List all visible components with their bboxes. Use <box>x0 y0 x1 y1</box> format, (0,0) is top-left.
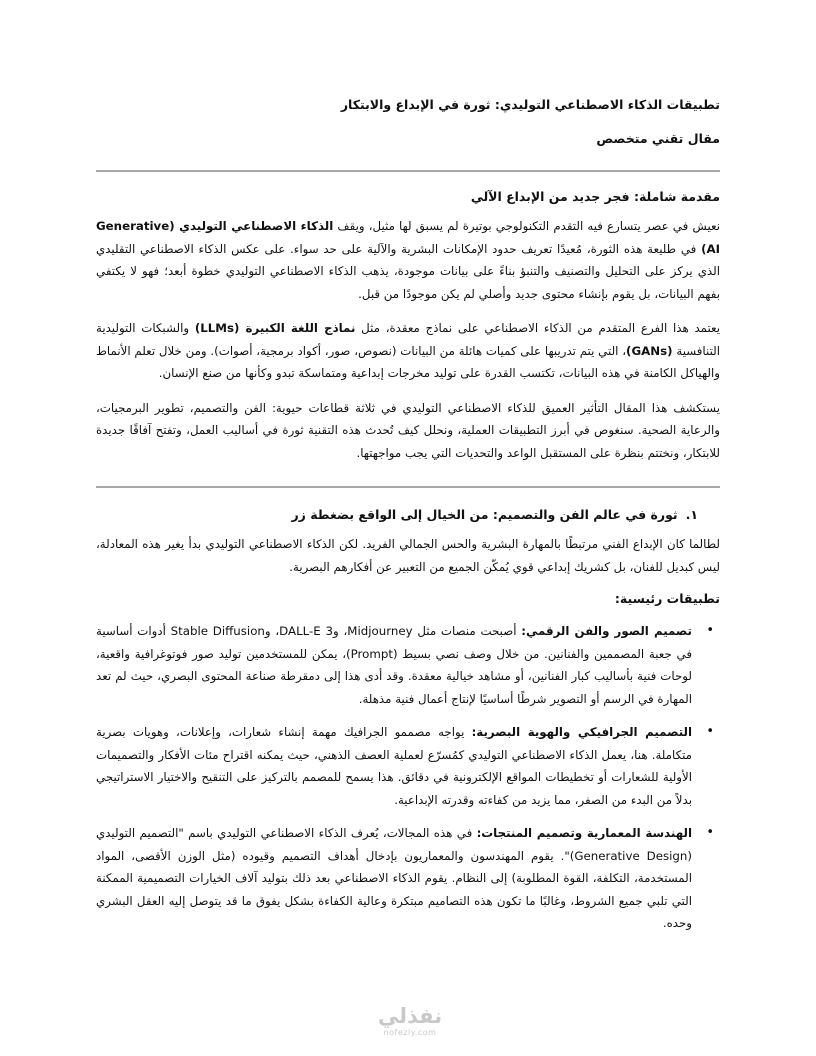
bullet-icon: • <box>706 724 714 739</box>
intro-paragraph-2 <box>96 317 720 385</box>
text-run: نعيش في عصر يتسارع فيه التقدم التكنولوجي بوتيرة لم يسبق لها مثيل، ويقف <box>333 219 720 233</box>
intro-paragraph-1 <box>96 215 720 305</box>
watermark-logo <box>368 1004 452 1038</box>
document-page <box>96 96 720 946</box>
section-1-heading <box>96 506 720 524</box>
section-heading-text: ثورة في عالم الفن والتصميم: من الخيال إلى الواقع بضغطة زر <box>291 507 678 522</box>
watermark-arabic: نفذلي <box>377 1004 443 1028</box>
list-item-text: يواجه مصممو الجرافيك مهمة إنشاء شعارات، وإعلانات، وهويات بصرية متكاملة. هنا، يعمل الذكاء الاصطناعي التوليدي كمُسرّع لعملية العصف الذهني، حيث يمكنه اقتراح مئات الأفكار والتصميمات الأولية للشعارات أو تخطيطات المواقع الإلكترونية في دقائق. هذا يسمح للمصمم بالتركيز على التنقيح والاختيار الاستراتيجي بدلاً من البدء من الصفر، مما يزيد من كفاءته وقدرته الإبداعية. <box>96 725 692 807</box>
list-item <box>96 721 720 811</box>
document-title: تطبيقات الذكاء الاصطناعي التوليدي: ثورة في الإبداع والابتكار <box>340 97 720 112</box>
bold-term: نماذج اللغة الكبيرة (LLMs) <box>194 321 356 335</box>
divider <box>96 170 720 172</box>
list-item-text: في هذه المجالات، يُعرف الذكاء الاصطناعي التوليدي باسم "التصميم التوليدي (Generative Design)". يقوم المهندسون والمعماريون بإدخال أهداف التصميم وقيوده (مثل الوزن الأقصى، المواد المستخدمة، التكلفة، القوة المطلوبة) إلى النظام. يقوم الذكاء الاصطناعي بعد ذلك بتوليد آلاف الخيارات التصميمية الممكنة التي تلبي جميع الشروط، وغالبًا ما تكون هذه التصاميم مبتكرة وعالية الكفاءة بشكل يفوق ما قد يتوصل إليه العقل البشري وحده. <box>96 826 692 930</box>
bullet-icon: • <box>706 825 714 840</box>
text-run: والشبكات التوليدية التنافسية <box>96 321 720 358</box>
divider <box>96 486 720 488</box>
bold-term: الذكاء الاصطناعي التوليدي (Generative AI) <box>96 219 720 256</box>
list-item-title: الهندسة المعمارية وتصميم المنتجات: <box>476 826 692 840</box>
document-subtitle: مقال تقني متخصص <box>596 131 720 146</box>
list-item-title: تصميم الصور والفن الرقمي: <box>521 624 692 638</box>
watermark-latin: nofezly.com <box>383 1028 437 1037</box>
intro-heading: مقدمة شاملة: فجر جديد من الإبداع الآلي <box>470 189 720 204</box>
text-run: ، التي يتم تدريبها على كميات هائلة من البيانات (نصوص، صور، أكواد برمجية، أصوات). ومن خلال تعلم الأنماط والهياكل الكامنة في هذه البيانات، تكتسب القدرة على توليد مخرجات إبداعية ومتماسكة تبدو وكأنها من صنع الإنسان. <box>96 343 720 380</box>
text-run: يعتمد هذا الفرع المتقدم من الذكاء الاصطناعي على نماذج معقدة، مثل <box>355 321 721 335</box>
intro-paragraph-3: يستكشف هذا المقال التأثير العميق للذكاء الاصطناعي التوليدي في ثلاثة قطاعات حيوية: الفن والتصميم، تطوير البرمجيات، والرعاية الصحية. سنغوص في أبرز التطبيقات العملية، ونحلل كيف تُحدث هذه التقنية ثورة في أساليب العمل، وتفتح آفاقًا جديدة للابتكار، ونختتم بنظرة على المستقبل الواعد والتحديات التي يجب مواجهتها. <box>96 400 720 460</box>
bullet-icon: • <box>706 623 714 638</box>
list-item <box>96 822 720 935</box>
text-run: في طليعة هذه الثورة، مُعيدًا تعريف حدود الإمكانات البشرية والآلية على حد سواء. على عكس الذكاء الاصطناعي التقليدي الذي يركز على التحليل والتصنيف والتنبؤ بناءً على بيانات موجودة، يذهب الذكاء الاصطناعي التوليدي خطوة أبعد؛ فهو لا يكتفي بفهم البيانات، بل يقوم بإنشاء محتوى جديد وأصلي لم يكن موجودًا من قبل. <box>96 241 720 301</box>
list-item-text: أصبحت منصات مثل Midjourney، وDALL-E 3، وStable Diffusion أدوات أساسية في جعبة المصممين والفنانين. من خلال وصف نصي بسيط (Prompt)، يمكن للمستخدمين توليد صور فوتوغرافية واقعية، لوحات فنية بأساليب كبار الفنانين، أو مشاهد خيالية معقدة. وقد أدى هذا إلى دمقرطة صناعة المحتوى البصري، حيث لم تعد المهارة في الرسم أو التصوير شرطًا أساسيًا لإنتاج أعمال فنية مذهلة. <box>96 624 692 706</box>
applications-list <box>96 620 720 935</box>
list-item-title: التصميم الجرافيكي والهوية البصرية: <box>471 725 693 739</box>
section-number: ١. <box>685 507 698 522</box>
list-item <box>96 620 720 710</box>
bold-term: (GANs) <box>626 343 673 358</box>
applications-heading: تطبيقات رئيسية: <box>614 591 720 606</box>
section-1-paragraph: لطالما كان الإبداع الفني مرتبطًا بالمهارة البشرية والحس الجمالي الفريد. لكن الذكاء الاصطناعي التوليدي بدأ يغير هذه المعادلة، ليس كبديل للفنان، بل كشريك إبداعي قوي يُمكّن الجميع من التعبير عن أفكارهم البصرية. <box>96 537 720 574</box>
